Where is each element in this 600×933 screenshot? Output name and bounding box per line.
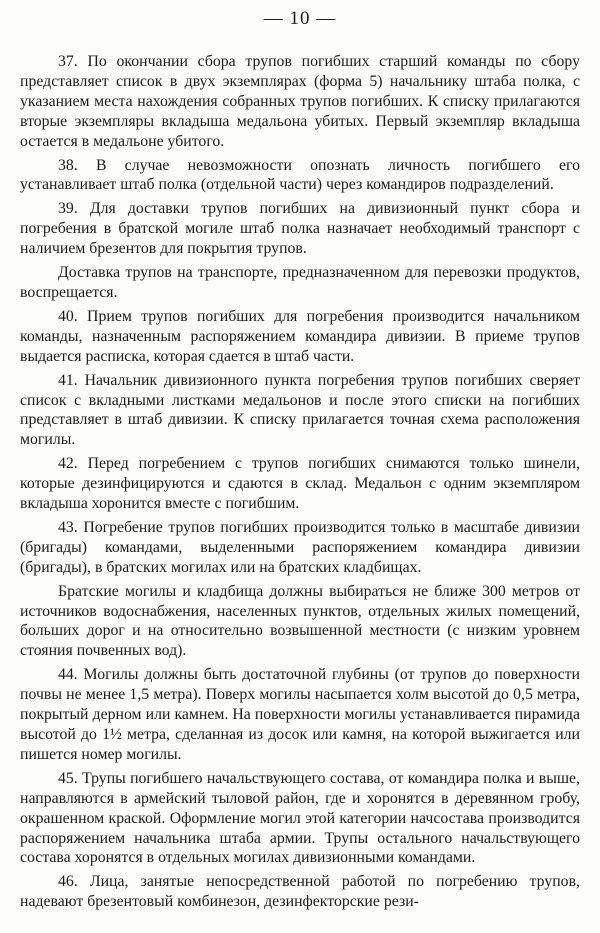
paragraph-43-note: Братские могилы и кладбища должны выбираться не ближе 300 метров от источников водоснабжения, населенных пунктов, отдельных жилых помещений, больших дорог и на относительно возвышенной местности (с низким уровнем стояния почвенных вод). [20,582,580,660]
paragraph-37: 37. По окончании сбора трупов погибших старший команды по сбору представляет список в двух экземплярах (форма 5) начальнику штаба полка, с указанием места нахождения собранных трупов погибших. К списку прилагаются вторые экземпляры вкладыша медальона убитых. Первый экземпляр вкладыша остается в медальоне убитого. [20,53,580,150]
paragraph-45: 45. Трупы погибшего начальствующего состава, от командира полка и выше, направляются в армейский тыловой район, где и хоронятся в деревянном гробу, окрашенном краской. Оформление могил этой категории начсостава производится распоряжением начальника штаба армии. Трупы остального начальствующего состава хоронятся в отдельных могилах дивизионными командами. [20,769,580,867]
paragraph-46: 46. Лица, занятые непосредственной работой по погребению трупов, надевают брезентовый комбинезон, дезинфекторские рези- [20,873,580,911]
paragraph-38: 38. В случае невозможности опознать личность погибшего его устанавливает штаб полка (отдельной части) через командиров подразделений. [20,156,580,194]
paragraph-39: 39. Для доставки трупов погибших на дивизионный пункт сбора и погребения в братской могиле штаб полка назначает необходимый транспорт с наличием брезентов для покрытия трупов. [20,200,580,258]
paragraph-41: 41. Начальник дивизионного пункта погребения трупов погибших сверяет список с вкладными листками медальонов и после этого списки на погибших представляет в штаб дивизии. К списку прилагается точная схема расположения могилы. [20,371,580,449]
paragraph-39-note: Доставка трупов на транспорте, предназначенном для перевозки продуктов, воспрещается. [20,264,580,301]
body-text [20,52,580,916]
paragraph-40: 40. Прием трупов погибших для погребения производится начальником команды, назначенным распоряжением командира дивизии. В приеме трупов выдается расписка, которая сдается в штаб части. [20,307,580,365]
page-number: — 10 — [263,8,337,29]
paragraph-43: 43. Погребение трупов погибших производится только в масштабе дивизии (бригады) командами, выделенными распоряжением командира дивизии (бригады), в братских могилах или на братских кладбищах. [20,518,580,576]
paragraph-42: 42. Перед погребением с трупов погибших снимаются только шинели, которые дезинфицируются и сдаются в склад. Медальон с одним экземпляром вкладыша хоронится вместе с погибшим. [20,455,580,513]
paragraph-44: 44. Могилы должны быть достаточной глубины (от трупов до поверхности почвы не менее 1,5 метра). Поверх могилы насыпается холм высотой до 0,5 метра, покрытый дерном или камнем. На поверхности могилы устанавливается пирамида высотой до 1½ метра, сделанная из досок или камня, на которой выжигается или пишется номер могилы. [20,666,580,763]
